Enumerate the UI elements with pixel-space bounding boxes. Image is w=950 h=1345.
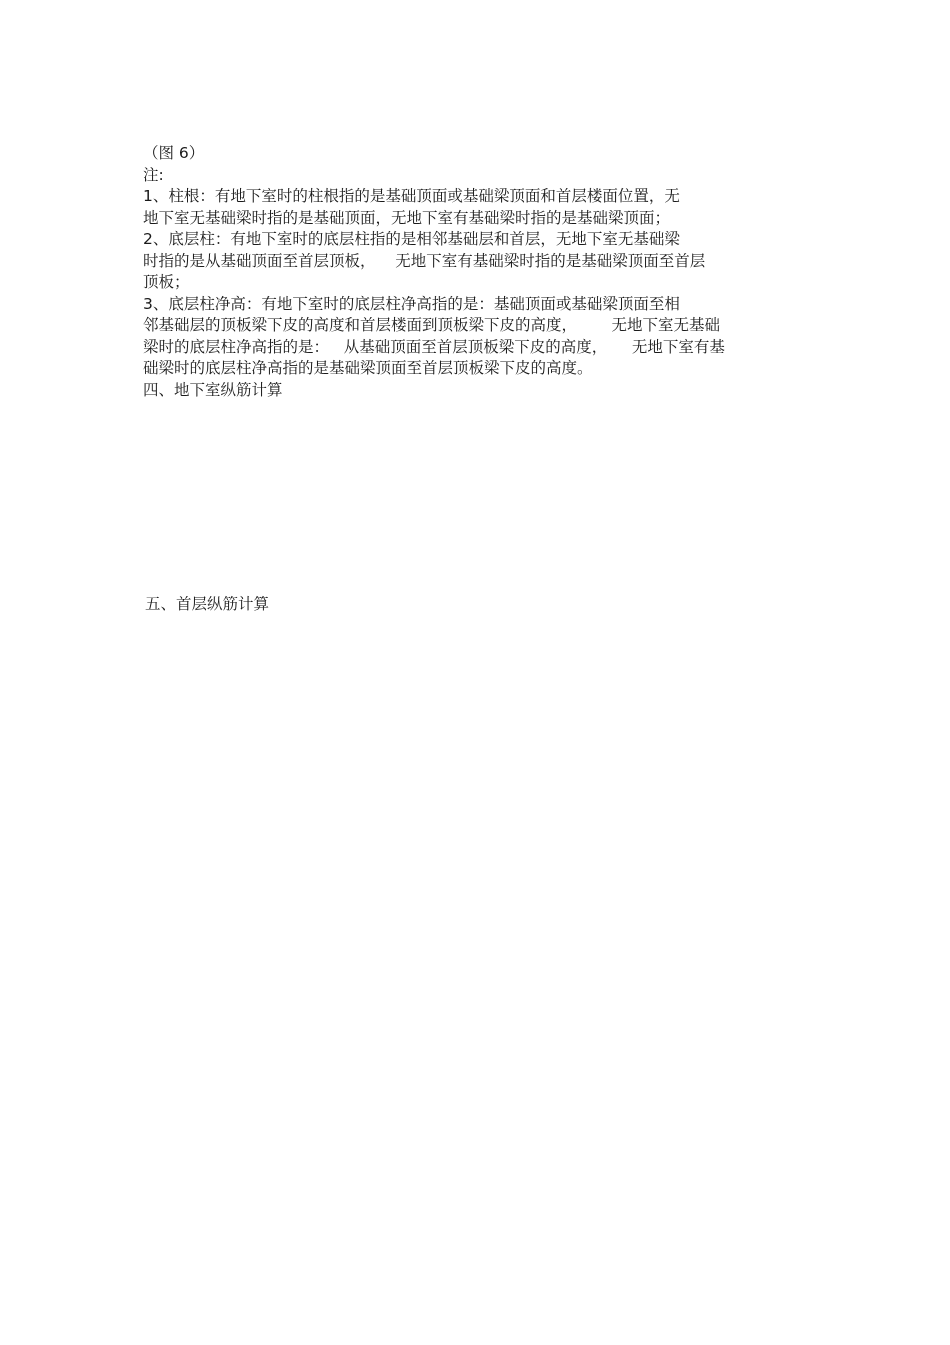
note-item-1-line-2: 地下室无基础梁时指的是基础顶面，无地下室有基础梁时指的是基础梁顶面； (143, 208, 671, 227)
note-label: 注: (143, 165, 164, 184)
note-item-1 (143, 186, 813, 229)
note-item-3 (143, 294, 813, 380)
section-five-heading: 五、首层纵筋计算 (145, 595, 270, 613)
note-item-2-line-2: 时指的是从基础顶面至首层顶板， 无地下室有基础梁时指的是基础梁顶面至首层 (143, 251, 706, 270)
note-block (143, 143, 813, 401)
figure-caption: （图 6） (143, 144, 205, 162)
note-item-3-line-2: 邻基础层的顶板梁下皮的高度和首层楼面到顶板梁下皮的高度， 无地下室无基础 (143, 316, 720, 334)
note-item-2 (143, 229, 813, 294)
note-item-2-line-1: 2、底层柱：有地下室时的底层柱指的是相邻基础层和首层，无地下室无基础梁 (143, 230, 680, 248)
note-item-3-line-3: 梁时的底层柱净高指的是： 从基础顶面至首层顶板梁下皮的高度， 无地下室有基 (143, 337, 725, 356)
note-item-1-line-1: 1、柱根：有地下室时的柱根指的是基础顶面或基础梁顶面和首层楼面位置，无 (143, 187, 680, 205)
section-four-heading: 四、地下室纵筋计算 (143, 380, 283, 399)
note-item-3-line-4: 础梁时的底层柱净高指的是基础梁顶面至首层顶板梁下皮的高度。 (143, 359, 593, 377)
note-item-3-line-1: 3、底层柱净高：有地下室时的底层柱净高指的是：基础顶面或基础梁顶面至相 (143, 294, 680, 313)
note-item-2-line-3: 顶板； (143, 273, 190, 291)
